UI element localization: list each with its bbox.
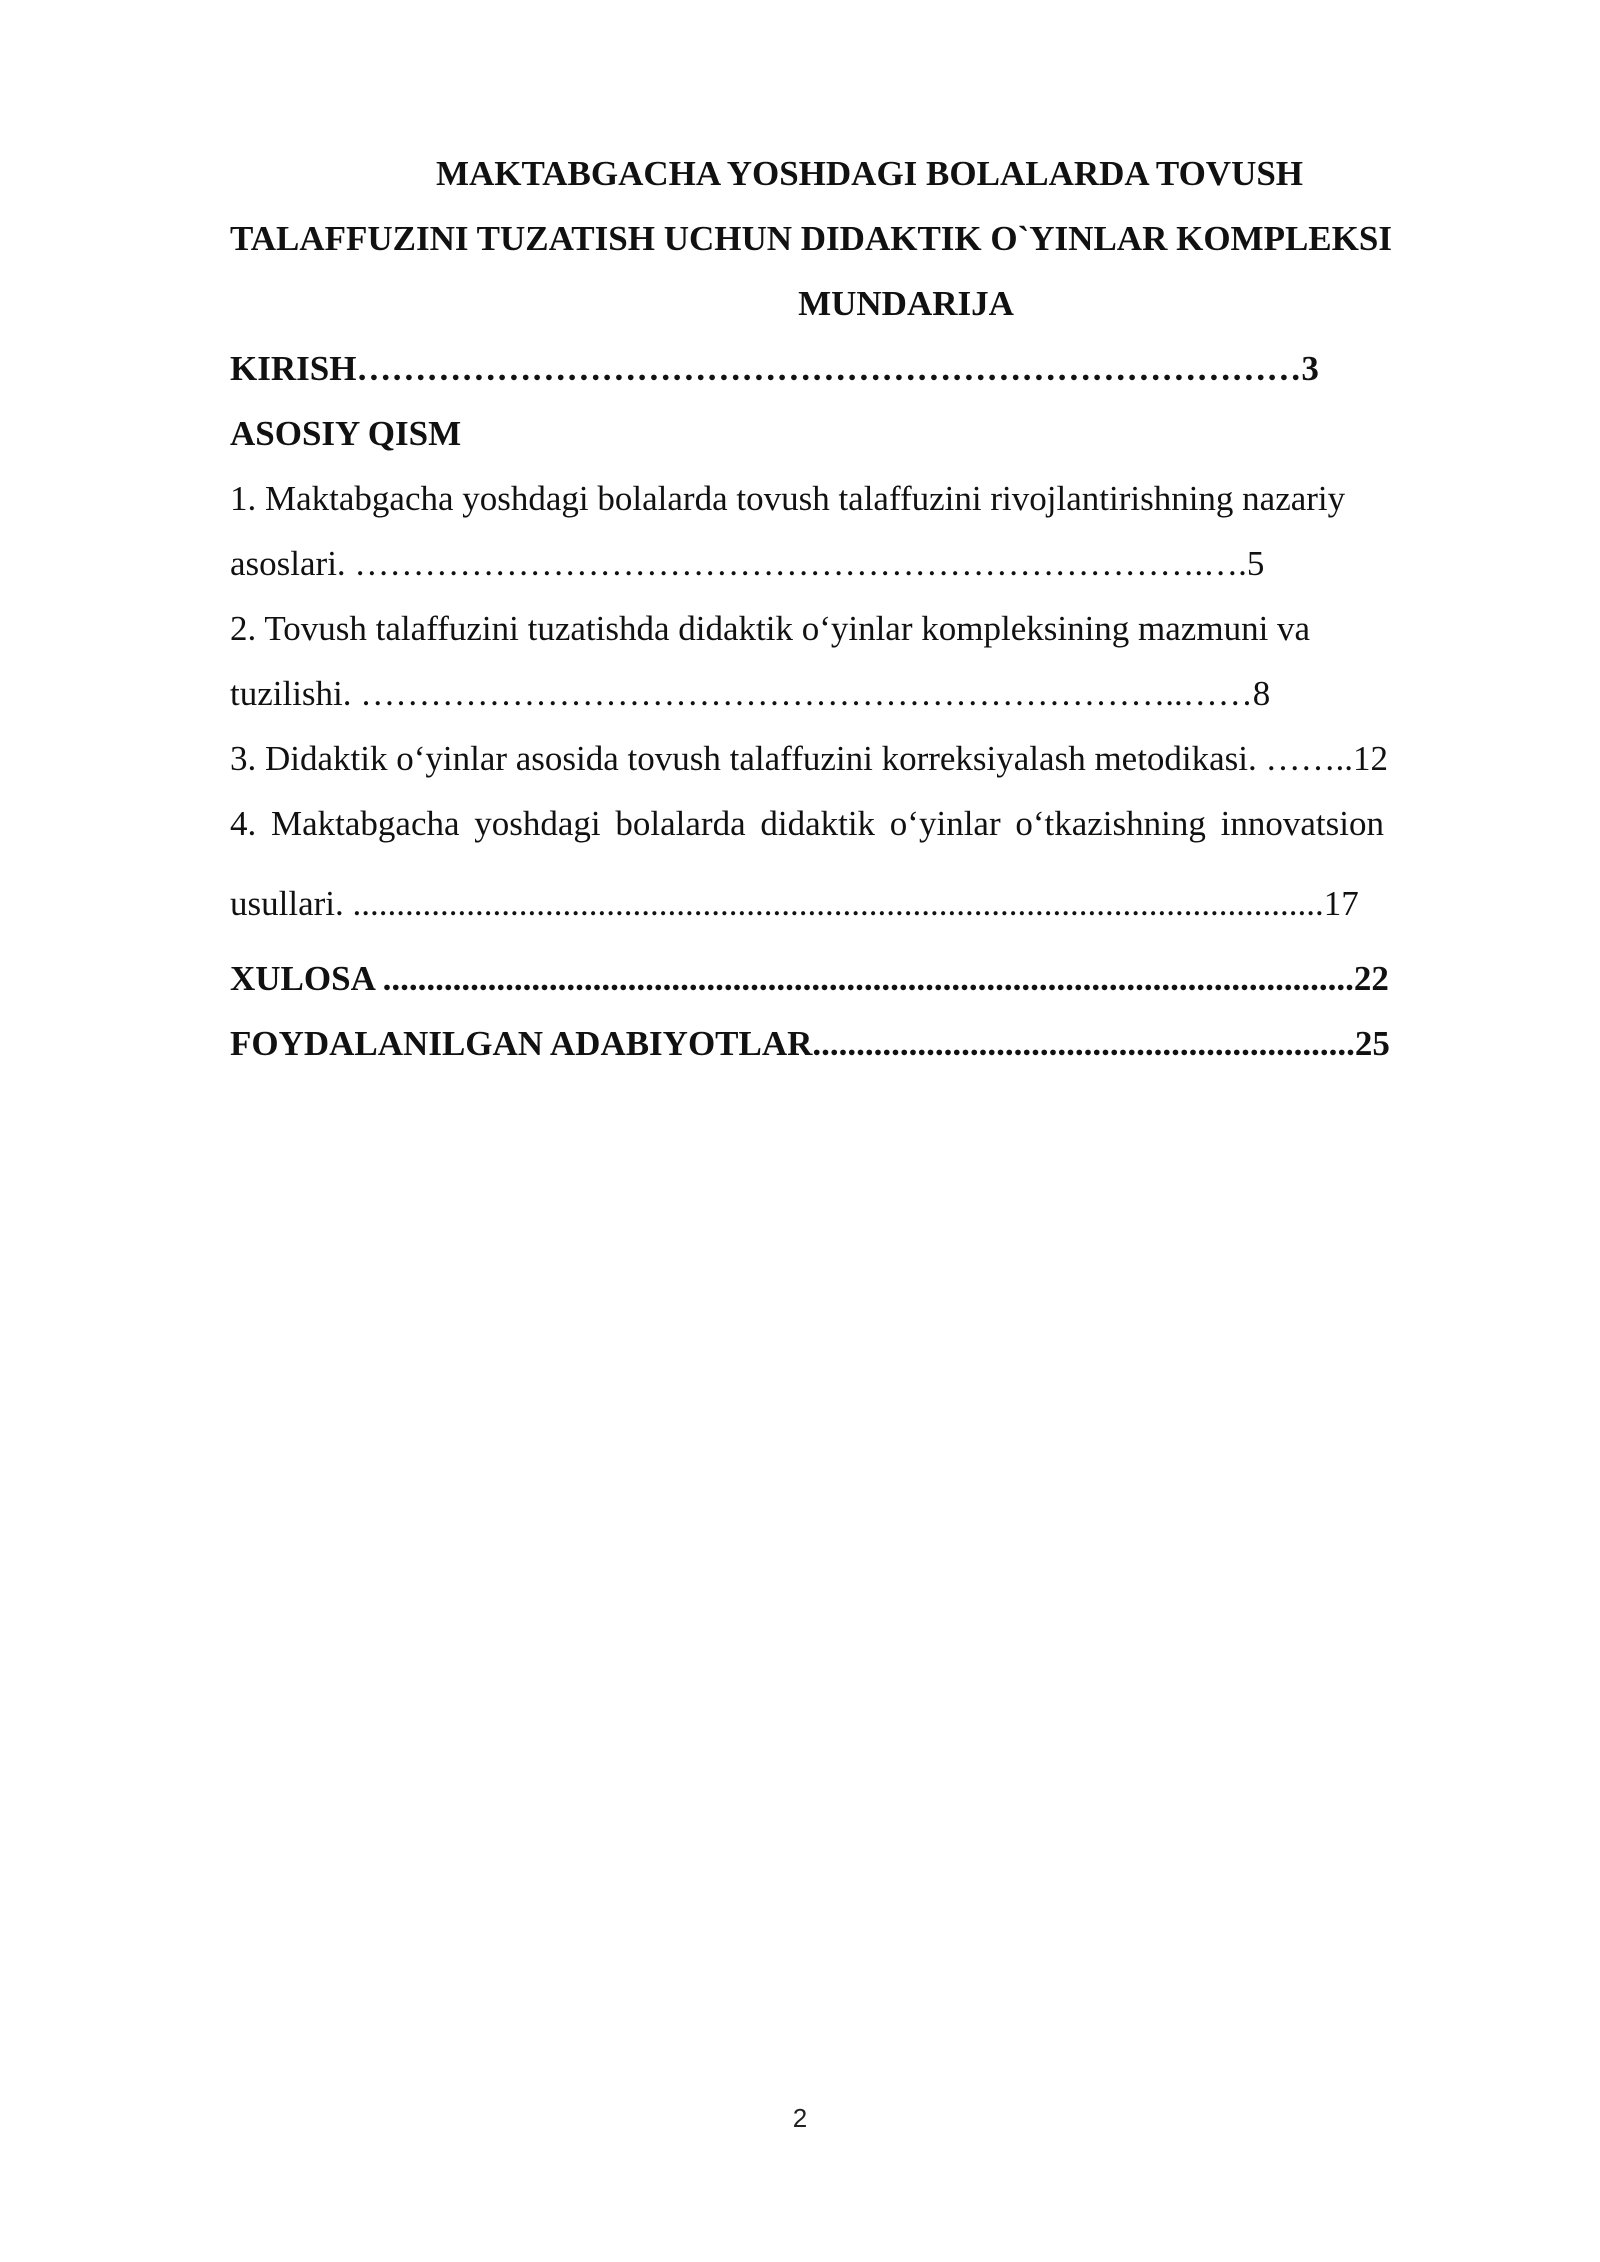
toc-entry-1-line-1: 1. Maktabgacha yoshdagi bolalarda tovush talaffuzini rivojlantirishning nazariy (230, 479, 1346, 518)
toc-entry-xulosa: XULOSA ...............................................................................................................22 (230, 959, 1389, 998)
toc-entry-3: 3. Didaktik o‘yinlar asosida tovush talaffuzini korreksiyalash metodikasi. ……..12 (230, 739, 1389, 778)
contents-heading: MUNDARIJA (798, 284, 1014, 323)
toc-entry-kirish: KIRISH………………………………………………………………………3 (230, 349, 1319, 388)
toc-entry-4-line-2: usullari. ...............................................................................................................17 (230, 884, 1359, 923)
document-title-line-2: TALAFFUZINI TUZATISH UCHUN DIDAKTIK O`YINLAR KOMPLEKSI (230, 219, 1392, 258)
toc-section-asosiy-qism: ASOSIY QISM (230, 414, 462, 453)
toc-entry-4-line-1: 4. Maktabgacha yoshdagi bolalarda didaktik o‘yinlar o‘tkazishning innovatsion (230, 804, 1384, 843)
toc-entry-2-line-1: 2. Tovush talaffuzini tuzatishda didaktik o‘yinlar kompleksining mazmuni va (230, 609, 1311, 648)
toc-entry-1-line-2: asoslari. ……………………………………………………………….….5 (230, 544, 1265, 583)
toc-entry-foydalanilgan-adabiyotlar: FOYDALANILGAN ADABIYOTLAR..............................................................25 (230, 1024, 1390, 1063)
page-number: 2 (792, 2103, 808, 2133)
document-title-line-1: MAKTABGACHA YOSHDAGI BOLALARDA TOVUSH (436, 154, 1304, 193)
toc-entry-2-line-2: tuzilishi. ……………………………………………………………..……8 (230, 674, 1271, 713)
